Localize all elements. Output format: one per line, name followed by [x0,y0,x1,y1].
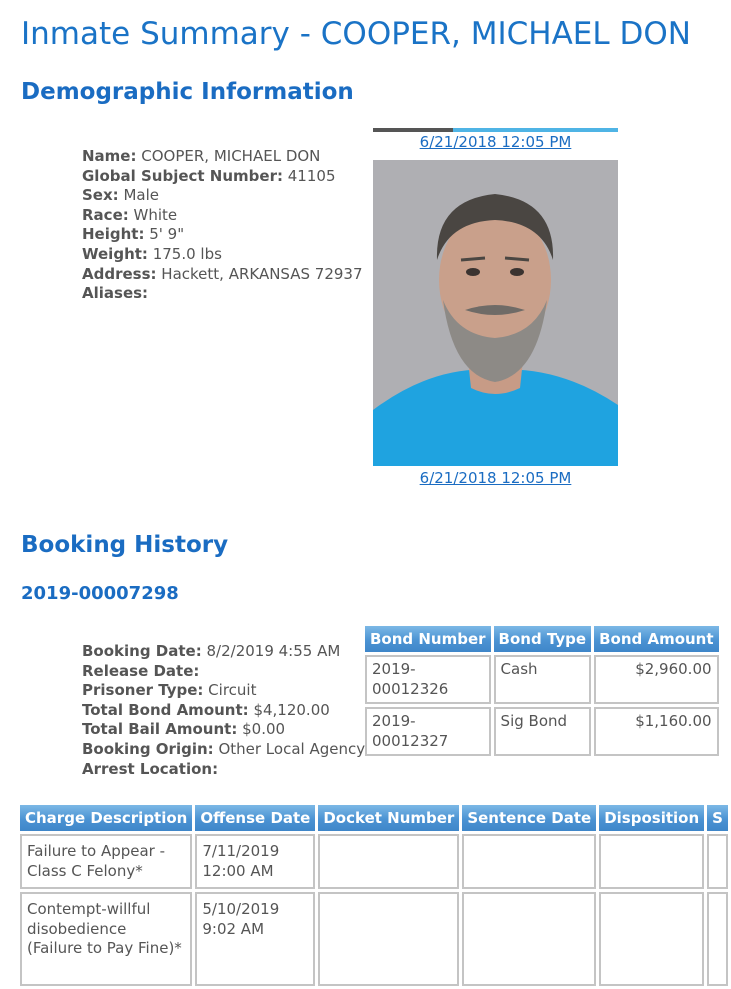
offense-date-cell: 7/11/2019 12:00 AM [195,834,315,889]
demographic-fields [82,147,363,304]
disposition-cell [599,834,704,889]
docket-number-header: Docket Number [318,805,459,831]
field-total-bail-amount: Total Bail Amount: $0.00 [82,720,286,739]
table-row [365,707,719,756]
photo-column [373,128,618,488]
bond-amount-cell: $1,160.00 [594,707,718,756]
field-arrest-location: Arrest Location: [82,759,219,778]
field-prisoner-type: Prisoner Type: Circuit [82,681,257,700]
docket-number-cell [318,892,459,986]
bond-amount-cell: $2,960.00 [594,655,718,704]
sentence-header: S [707,805,728,831]
sentence-cell [707,892,728,986]
field-release-date: Release Date: [82,661,200,680]
photo-date-link-bottom[interactable]: 6/21/2018 12:05 PM [419,469,572,487]
table-row [20,834,728,889]
bond-table [362,623,722,759]
charge-description-header: Charge Description [20,805,192,831]
booking-fields [82,642,365,779]
bond-table-header [365,626,719,652]
table-row [20,892,728,986]
field-total-bond-amount: Total Bond Amount: $4,120.00 [82,700,330,719]
docket-number-cell [318,834,459,889]
offense-date-cell: 5/10/2019 9:02 AM [195,892,315,986]
table-row [365,655,719,704]
field-booking-origin: Booking Origin: Other Local Agency [82,739,366,758]
page-title: Inmate Summary - COOPER, MICHAEL DON [21,16,691,52]
sentence-date-header: Sentence Date [462,805,596,831]
booking-number: 2019-00007298 [21,583,179,604]
charges-table [17,802,731,989]
field-name: Name: COOPER, MICHAEL DON [82,147,321,165]
charge-description-cell: Contempt-willful disobedience (Failure to Pay Fine)* [20,892,192,986]
disposition-header: Disposition [599,805,704,831]
field-height: Height: 5' 9" [82,225,185,244]
field-booking-date: Booking Date: 8/2/2019 4:55 AM [82,642,341,660]
bond-number-cell: 2019-00012327 [365,707,491,756]
field-address: Address: Hackett, ARKANSAS 72937 [82,264,363,283]
bond-number-cell: 2019-00012326 [365,655,491,704]
field-sex: Sex: Male [82,186,159,205]
bond-amount-header: Bond Amount [594,626,718,652]
sentence-date-cell [462,892,596,986]
charges-table-header [20,805,728,831]
photo-date-link-top[interactable]: 6/21/2018 12:05 PM [419,133,572,151]
field-weight: Weight: 175.0 lbs [82,244,222,263]
sentence-date-cell [462,834,596,889]
charge-description-cell: Failure to Appear - Class C Felony* [20,834,192,889]
field-race: Race: White [82,205,178,224]
field-aliases: Aliases: [82,284,149,303]
field-global-subject-number: Global Subject Number: 41105 [82,166,336,185]
bond-type-header: Bond Type [494,626,592,652]
bond-type-cell: Sig Bond [494,707,592,756]
bond-type-cell: Cash [494,655,592,704]
disposition-cell [599,892,704,986]
sentence-cell [707,834,728,889]
mugshot-photo [373,160,618,466]
offense-date-header: Offense Date [195,805,315,831]
demographic-heading: Demographic Information [21,79,354,105]
bond-number-header: Bond Number [365,626,491,652]
booking-history-heading: Booking History [21,532,229,558]
